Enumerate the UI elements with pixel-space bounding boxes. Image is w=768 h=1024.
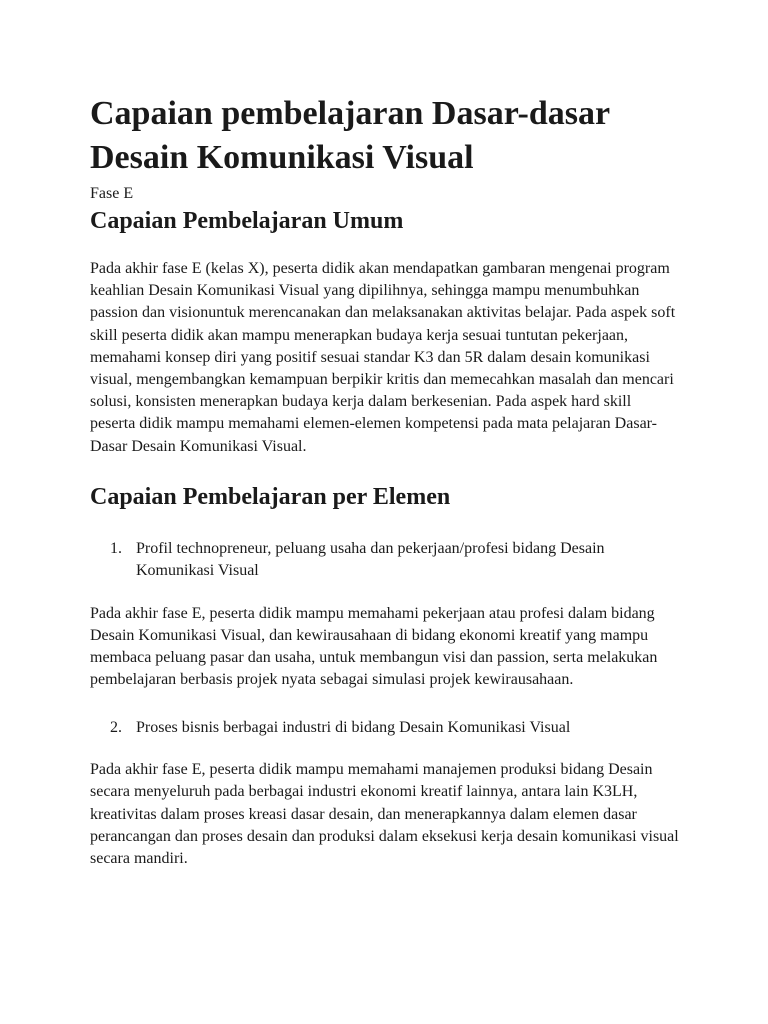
list-item-number: 1. <box>110 539 122 557</box>
list-item-number: 2. <box>110 718 122 736</box>
element-list-1 <box>90 538 680 583</box>
element-description: Pada akhir fase E, peserta didik mampu memahami manajemen produksi bidang Desain secara menyeluruh pada berbagai industri ekonomi kreatif lainnya, antara lain K3LH, kreativitas dalam proses kreasi dasar desain, dan menerapkannya dalam elemen dasar perancangan dan proses desain dan produksi dalam eksekusi kerja desain komunikasi visual secara mandiri. <box>90 761 679 867</box>
list-item-title: Profil technopreneur, peluang usaha dan pekerjaan/profesi bidang Desain Komunikasi Visual <box>136 539 605 580</box>
general-heading: Capaian Pembelajaran Umum <box>90 208 404 234</box>
element-description: Pada akhir fase E, peserta didik mampu memahami pekerjaan atau profesi dalam bidang Desain Komunikasi Visual, dan kewirausahaan di bidang ekonomi kreatif yang mampu membaca peluang pasar dan usaha, untuk membangun visi dan passion, serta melakukan pembelajaran berbasis projek nyata sebagai simulasi projek kewirausahaan. <box>90 604 658 689</box>
document-page <box>90 92 680 870</box>
general-paragraph: Pada akhir fase E (kelas X), peserta didik akan mendapatkan gambaran mengenai program keahlian Desain Komunikasi Visual yang dipilihnya, sehingga mampu menumbuhkan passion dan visionuntuk merencanakan dan melaksanakan aktivitas belajar. Pada aspek soft skill peserta didik akan mampu menerapkan budaya kerja sesuai tuntutan pekerjaan, memahami konsep diri yang positif sesuai standar K3 dan 5R dalam desain komunikasi visual, mengembangkan kemampuan berpikir kritis dan memecahkan masalah dan mencari solusi, konsisten menerapkan budaya kerja dalam berkesenian. Pada aspek hard skill peserta didik mampu memahami elemen-elemen kompetensi pada mata pelajaran Dasar-Dasar Desain Komunikasi Visual. <box>90 260 676 455</box>
document-title: Capaian pembelajaran Dasar-dasar Desain Komunikasi Visual <box>90 95 610 176</box>
element-list-2 <box>90 717 680 740</box>
phase-label: Fase E <box>90 185 134 202</box>
list-item-title: Proses bisnis berbagai industri di bidang Desain Komunikasi Visual <box>136 718 571 736</box>
list-item <box>90 717 680 740</box>
list-item <box>90 538 680 583</box>
element-heading: Capaian Pembelajaran per Elemen <box>90 483 451 510</box>
